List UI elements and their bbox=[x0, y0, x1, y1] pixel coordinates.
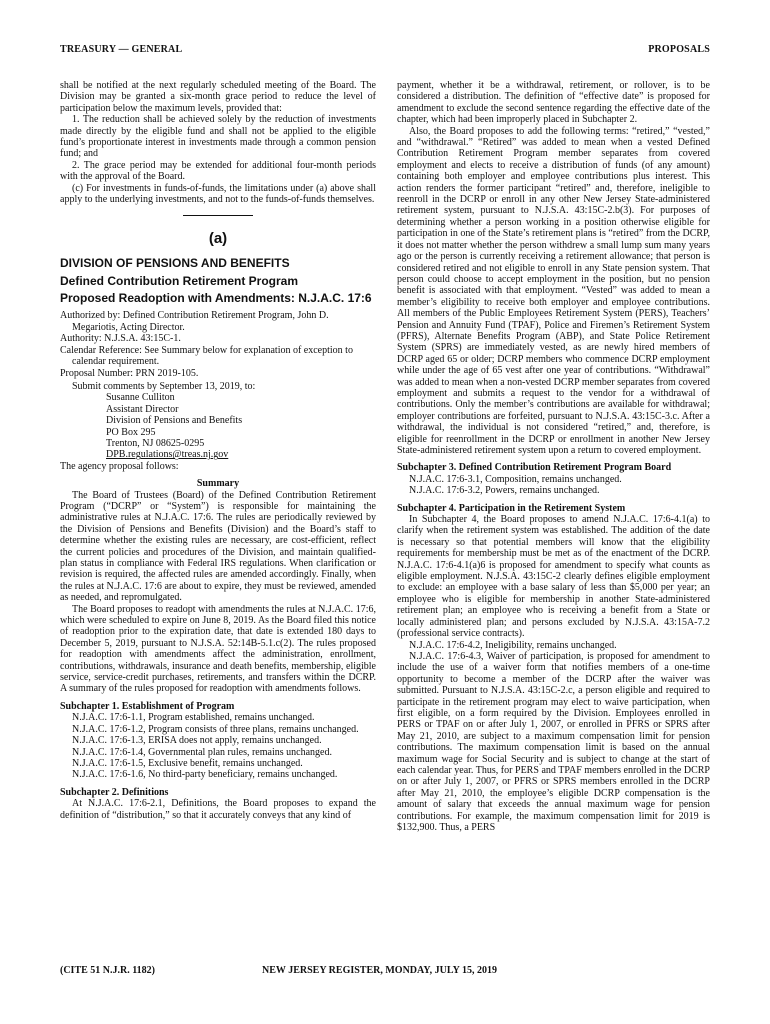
intro-paragraph: shall be notified at the next regularly scheduled meeting of the Board. The Division may be granted a six-month grace period to reduce the level of participation below the maximum levels, provided that: bbox=[60, 80, 376, 114]
right-column bbox=[397, 80, 710, 833]
subchapter-2-heading: Subchapter 2. Definitions bbox=[60, 786, 169, 798]
section-divider bbox=[183, 215, 253, 216]
proposal-title: Proposed Readoption with Amendments: N.J.A.C. 17:6 bbox=[60, 291, 372, 306]
footer-register-date: NEW JERSEY REGISTER, MONDAY, JULY 15, 2019 bbox=[262, 965, 497, 976]
summary-paragraph: The Board of Trustees (Board) of the Defined Contribution Retirement Program (“DCRP” or “System”) is responsible for maintaining the administrative rules at N.J.A.C. 17:6. The rules are periodically reviewed by the Division of Pensions and Benefits (Division) and the Board’s staff to determine whether the existing rules are necessary, are cost-efficient, reflect the current policies and procedures of the Division, and maintain qualified-plan status in compliance with Federal IRS regulations. When clarification or revision is required, the affected rules are amended accordingly. Finally, when the rules at N.J.A.C. 17:6 are about to expire, they must be reviewed, amended as needed, and repromulgated. bbox=[60, 489, 376, 604]
subchapter-3-heading: Subchapter 3. Defined Contribution Retirement Program Board bbox=[397, 462, 672, 474]
definitions-new-terms: Also, the Board proposes to add the following terms: “retired,” “vested,” and “withdrawal.” “Retired” was added to mean when a vested Defined Contribution Retirement Program member separates from covered employment and elects to receive a distribution of funds (of any amount) containing both employer and employee contributions plus interest. This action renders the former participant “retired” and, therefore, ineligible to reenroll in the DCRP or enroll in any other New Jersey State-administered retirement system, pursuant to N.J.S.A. 43:15C-2.b(3). For purposes of determining whether a person working in a position otherwise eligible for participation in one of the State’s retirement plans is “retired” from the DCRP, it does not matter whether the person withdrew a small lump sum many years ago or the person is currently receiving a retirement allowance; that person is considered retired and not eligible to enroll in any State pension system. That person could choose to accept employment in the position, but no pension benefit is associated with that employment. “Vested” was added to mean a member’s eligibility to receive both employer and employee contributions. All members of the Public Employees Retirement System (PERS), Teachers’ Pension and Annuity Fund (TPAF), Police and Firemen’s Retirement System (PFRS), Alternate Benefits Program (ABP), and State Police Retirement System (SPRS) are immediately vested, as are newly hired members of DCRP aged 65 or older; DCRP members who commence DCRP employment while under the age of 65 vest after one year of contributions. “Withdrawal” was added to mean when a non-vested DCRP member separates from covered employment and submits a request to the vendor for a withdrawal of contributions. Only the member’s contributions are available for withdrawal; employer contributions are forfeited, pursuant to N.J.S.A. 43:15C-3.c. After a withdrawal, the individual is not considered “retired,” and, therefore, is eligible for reenrollment in the DCRP or enrollment in another New Jersey State-administered retirement system upon a return to covered employment. bbox=[397, 125, 710, 456]
footer-citation: (CITE 51 N.J.R. 1182) bbox=[60, 965, 156, 976]
subchapter-4-paragraph: In Subchapter 4, the Board proposes to amend N.J.A.C. 17:6-4.1(a) to clarify when the retirement system was established. The addition of the date is necessary so that potential members will know that the eligibility requirements for membership must be met as of the enactment of the DCRP. N.J.A.C. 17:6-4.1(a)6 is proposed for amendment to specify what counts as eligible employment. N.J.S.A. 43:15C-2 clearly defines eligible employment to exclude: an employee with a base salary of less than $5,000 per year; an employee who is eligible for membership in another State-administered retirement plan; an employee who is receiving a benefit from a State or locally administered plan; and persons excluded by N.J.S.A. 43:15A-7.2 (professional service contracts). bbox=[397, 514, 710, 640]
agency-follows: The agency proposal follows: bbox=[60, 460, 179, 472]
subchapter-4-waiver-paragraph: N.J.A.C. 17:6-4.3, Waiver of participation, is proposed for amendment to include the use of a waiver form that notifies members of a one-time opportunity to become a member of the DCRP after the waiver was submitted. Pursuant to N.J.S.A. 43:15C-2.c, a person eligible and required to participate in the retirement program may elect to waive participation, when first eligible, on a form required by the Division. Employees enrolled in PERS or TPAF on or after July 1, 2007, or enrolled in PFRS or SPRS after May 21, 2010, are subject to a maximum compensation limit for pension contributions. The maximum compensation limit is based on the annual maximum wage for Social Security and is subject to change at the start of each calendar year. Thus, for PERS and TPAF members enrolled in the DCRP on or after July 1, 2007, or PFRS or SPRS members enrolled in the DCRP after May 21, 2010, the employee’s eligible DCRP compensation is the amount of salary that exceeds the annual maximum wage for pension contributions. For example, the maximum compensation limit for 2019 is $132,900. Thus, a PERS bbox=[397, 650, 710, 833]
subchapter-1-item: N.J.A.C. 17:6-1.1, Program established, remains unchanged. bbox=[72, 712, 315, 724]
address-city: Trenton, NJ 08625-0295 bbox=[106, 437, 205, 449]
running-header bbox=[60, 44, 710, 58]
subchapter-2-paragraph: At N.J.A.C. 17:6-2.1, Definitions, the Board proposes to expand the definition of “distribution,” so that it accurately conveys that any kind of bbox=[60, 798, 376, 821]
summary-heading: Summary bbox=[196, 478, 240, 490]
definitions-continued: payment, whether it be a withdrawal, retirement, or rollover, is to be considered a distribution. The definition of “effective date” is proposed for amendment to exclude the second sentence regarding the effective date of the chapter, which had been improperly placed in Subchapter 2. bbox=[397, 80, 710, 126]
email-link[interactable]: DPB.regulations@treas.nj.gov bbox=[106, 449, 229, 461]
intro-item-2: 2. The grace period may be extended for additional four-month periods with the approval of the Board. bbox=[60, 159, 376, 183]
section-letter: (a) bbox=[208, 230, 228, 248]
subchapter-3-item: N.J.A.C. 17:6-3.1, Composition, remains unchanged. bbox=[409, 473, 622, 485]
subchapter-1-item: N.J.A.C. 17:6-1.3, ERISA does not apply, remains unchanged. bbox=[72, 735, 322, 747]
header-proposals-label: PROPOSALS bbox=[648, 44, 710, 55]
address-po-box: PO Box 295 bbox=[106, 426, 156, 438]
calendar-reference: Calendar Reference: See Summary below for explanation of exception to calendar requirement. bbox=[60, 344, 353, 368]
subchapter-4-item: N.J.A.C. 17:6-4.2, Ineligibility, remains unchanged. bbox=[409, 639, 617, 651]
authority: Authority: N.J.S.A. 43:15C-1. bbox=[60, 333, 181, 345]
division-title: DIVISION OF PENSIONS AND BENEFITS bbox=[60, 256, 290, 271]
address-title: Assistant Director bbox=[106, 403, 179, 415]
submit-comments: Submit comments by September 13, 2019, to: bbox=[72, 380, 256, 392]
subchapter-1-heading: Subchapter 1. Establishment of Program bbox=[60, 700, 235, 712]
subchapter-4-heading: Subchapter 4. Participation in the Retirement System bbox=[397, 502, 626, 514]
subchapter-1-item: N.J.A.C. 17:6-1.6, No third-party beneficiary, remains unchanged. bbox=[72, 769, 338, 781]
authorized-by: Authorized by: Defined Contribution Retirement Program, John D. Megariotis, Acting Director. bbox=[60, 310, 329, 333]
subchapter-3-item: N.J.A.C. 17:6-3.2, Powers, remains unchanged. bbox=[409, 485, 600, 497]
address-name: Susanne Culliton bbox=[106, 392, 175, 404]
proposal-number: Proposal Number: PRN 2019-105. bbox=[60, 367, 199, 379]
program-title: Defined Contribution Retirement Program bbox=[60, 274, 299, 289]
subchapter-1-item: N.J.A.C. 17:6-1.5, Exclusive benefit, remains unchanged. bbox=[72, 757, 303, 769]
header-section-title: TREASURY — GENERAL bbox=[60, 44, 183, 55]
address-division: Division of Pensions and Benefits bbox=[106, 415, 243, 427]
intro-item-c: (c) For investments in funds-of-funds, the limitations under (a) above shall apply to the underlying investments, and not to the funds-of-funds themselves. bbox=[60, 182, 376, 206]
left-column bbox=[60, 80, 376, 821]
summary-paragraph: The Board proposes to readopt with amendments the rules at N.J.A.C. 17:6, which were scheduled to expire on June 8, 2019. As the Board filed this notice of readoption prior to the expiration date, that date is extended 180 days to December 5, 2019, pursuant to N.J.S.A. 52:14B-5.1.c(2). The rules proposed for readoption with amendments affect the administration, enrollment, contributions, withdrawals, insurance and death benefits, membership, eligible service, service-credit purchases, retirements, and transfers within the DCRP. A summary of the rules proposed for readoption with amendments follows. bbox=[60, 603, 376, 695]
subchapter-1-item: N.J.A.C. 17:6-1.4, Governmental plan rules, remains unchanged. bbox=[72, 746, 332, 758]
intro-item-1: 1. The reduction shall be achieved solely by the reduction of investments made directly by the eligible fund and shall not be applied to the eligible fund’s proportionate interest in investments made through a common pension fund; and bbox=[60, 114, 376, 160]
comment-address bbox=[60, 392, 376, 460]
subchapter-1-item: N.J.A.C. 17:6-1.2, Program consists of three plans, remains unchanged. bbox=[72, 723, 359, 735]
